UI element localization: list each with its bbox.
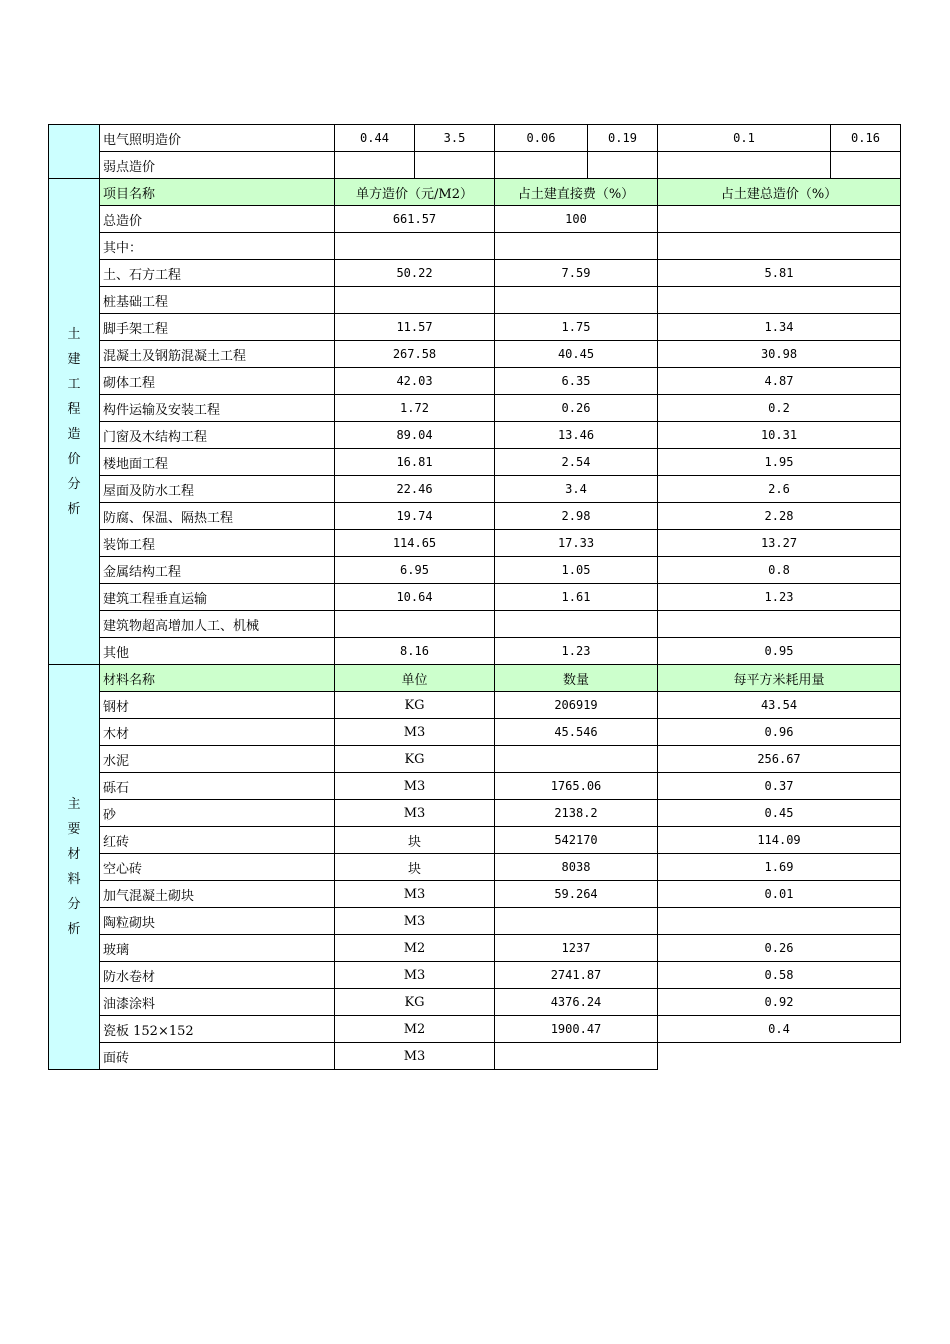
value-cell: 1765.06 — [495, 773, 658, 800]
value-cell: 2.28 — [658, 503, 901, 530]
row-label: 砂 — [100, 800, 335, 827]
value-cell: 1237 — [495, 935, 658, 962]
value-cell — [658, 152, 831, 179]
value-cell: 11.57 — [335, 314, 495, 341]
table-row — [49, 962, 901, 989]
value-cell: 块 — [335, 827, 495, 854]
row-label: 陶粒砌块 — [100, 908, 335, 935]
cost-analysis-table — [48, 124, 901, 1070]
value-cell: 3.4 — [495, 476, 658, 503]
value-cell — [831, 152, 901, 179]
value-cell: 8038 — [495, 854, 658, 881]
column-header: 单方造价（元/M2） — [335, 179, 495, 206]
value-cell: 0.45 — [658, 800, 901, 827]
row-label: 面砖 — [100, 1043, 335, 1070]
value-cell: 45.546 — [495, 719, 658, 746]
value-cell: 0.1 — [658, 125, 831, 152]
value-cell: 1.34 — [658, 314, 901, 341]
table-row — [49, 341, 901, 368]
table-row — [49, 557, 901, 584]
row-label: 建筑物超高增加人工、机械 — [100, 611, 335, 638]
row-label: 总造价 — [100, 206, 335, 233]
value-cell: M3 — [335, 962, 495, 989]
value-cell: 0.06 — [495, 125, 588, 152]
section-side-label — [49, 665, 100, 1070]
value-cell — [658, 908, 901, 935]
value-cell: 6.35 — [495, 368, 658, 395]
value-cell: M3 — [335, 719, 495, 746]
row-label: 金属结构工程 — [100, 557, 335, 584]
value-cell: 1.23 — [495, 638, 658, 665]
table-row — [49, 638, 901, 665]
value-cell: 89.04 — [335, 422, 495, 449]
value-cell — [658, 611, 901, 638]
value-cell: 206919 — [495, 692, 658, 719]
value-cell: KG — [335, 989, 495, 1016]
table-row — [49, 503, 901, 530]
value-cell: 22.46 — [335, 476, 495, 503]
value-cell: 0.44 — [335, 125, 415, 152]
side-label-text: 主要材料分析 — [67, 797, 81, 937]
table-row — [49, 233, 901, 260]
table-row — [49, 1043, 901, 1070]
table-row — [49, 692, 901, 719]
value-cell — [495, 152, 588, 179]
value-cell: 17.33 — [495, 530, 658, 557]
value-cell: 0.16 — [831, 125, 901, 152]
value-cell — [658, 233, 901, 260]
row-label: 水泥 — [100, 746, 335, 773]
value-cell: M3 — [335, 908, 495, 935]
value-cell — [415, 152, 495, 179]
value-cell: 0.26 — [658, 935, 901, 962]
row-label: 加气混凝土砌块 — [100, 881, 335, 908]
column-header: 占土建直接费（%） — [495, 179, 658, 206]
section-side-label — [49, 179, 100, 665]
value-cell: M3 — [335, 773, 495, 800]
value-cell: 256.67 — [658, 746, 901, 773]
row-label: 油漆涂料 — [100, 989, 335, 1016]
value-cell: M2 — [335, 1016, 495, 1043]
value-cell: 13.27 — [658, 530, 901, 557]
value-cell: 661.57 — [335, 206, 495, 233]
table-row — [49, 854, 901, 881]
table-row — [49, 530, 901, 557]
table-row — [49, 260, 901, 287]
value-cell: 40.45 — [495, 341, 658, 368]
value-cell — [335, 611, 495, 638]
value-cell: 114.09 — [658, 827, 901, 854]
value-cell — [335, 233, 495, 260]
table-row — [49, 449, 901, 476]
value-cell: 1.61 — [495, 584, 658, 611]
value-cell: 2.6 — [658, 476, 901, 503]
value-cell: 16.81 — [335, 449, 495, 476]
value-cell: KG — [335, 692, 495, 719]
table-row — [49, 800, 901, 827]
value-cell: 5.81 — [658, 260, 901, 287]
value-cell: 0.58 — [658, 962, 901, 989]
value-cell: 2.54 — [495, 449, 658, 476]
value-cell: 3.5 — [415, 125, 495, 152]
header-row — [49, 665, 901, 692]
table-body — [49, 125, 901, 1070]
value-cell: 13.46 — [495, 422, 658, 449]
value-cell: 0.95 — [658, 638, 901, 665]
row-label: 瓷板 152×152 — [100, 1016, 335, 1043]
row-label: 土、石方工程 — [100, 260, 335, 287]
value-cell: M3 — [335, 881, 495, 908]
value-cell: 0.92 — [658, 989, 901, 1016]
row-label: 空心砖 — [100, 854, 335, 881]
value-cell: 100 — [495, 206, 658, 233]
table-row — [49, 287, 901, 314]
column-header: 每平方米耗用量 — [658, 665, 901, 692]
value-cell: 块 — [335, 854, 495, 881]
value-cell: 0.19 — [588, 125, 658, 152]
value-cell: 2138.2 — [495, 800, 658, 827]
table-row — [49, 881, 901, 908]
value-cell: 6.95 — [335, 557, 495, 584]
value-cell: 1900.47 — [495, 1016, 658, 1043]
value-cell: 19.74 — [335, 503, 495, 530]
column-header: 占土建总造价（%） — [658, 179, 901, 206]
row-label: 其他 — [100, 638, 335, 665]
value-cell: 30.98 — [658, 341, 901, 368]
value-cell: 42.03 — [335, 368, 495, 395]
table-row — [49, 368, 901, 395]
table-row — [49, 584, 901, 611]
row-label: 钢材 — [100, 692, 335, 719]
value-cell: KG — [335, 746, 495, 773]
row-label: 屋面及防水工程 — [100, 476, 335, 503]
value-cell — [495, 1043, 658, 1070]
value-cell — [495, 908, 658, 935]
table-row — [49, 611, 901, 638]
table-row — [49, 395, 901, 422]
value-cell: 8.16 — [335, 638, 495, 665]
row-label: 防腐、保温、隔热工程 — [100, 503, 335, 530]
row-label: 砾石 — [100, 773, 335, 800]
value-cell: 0.2 — [658, 395, 901, 422]
table-row — [49, 152, 901, 179]
column-header: 单位 — [335, 665, 495, 692]
value-cell — [335, 152, 415, 179]
value-cell: 1.69 — [658, 854, 901, 881]
value-cell — [658, 206, 901, 233]
value-cell: 0.96 — [658, 719, 901, 746]
row-label: 其中： — [100, 233, 335, 260]
value-cell — [658, 287, 901, 314]
header-row — [49, 179, 901, 206]
row-label: 桩基础工程 — [100, 287, 335, 314]
value-cell — [335, 287, 495, 314]
column-header: 数量 — [495, 665, 658, 692]
column-header: 材料名称 — [100, 665, 335, 692]
value-cell: 1.05 — [495, 557, 658, 584]
value-cell: M3 — [335, 1043, 495, 1070]
value-cell — [495, 746, 658, 773]
value-cell: 0.37 — [658, 773, 901, 800]
table-row — [49, 989, 901, 1016]
row-label: 木材 — [100, 719, 335, 746]
row-label: 弱点造价 — [100, 152, 335, 179]
value-cell — [495, 233, 658, 260]
value-cell: 7.59 — [495, 260, 658, 287]
table-row — [49, 935, 901, 962]
section-side-label — [49, 125, 100, 179]
value-cell: 43.54 — [658, 692, 901, 719]
value-cell: 2.98 — [495, 503, 658, 530]
value-cell — [658, 1043, 901, 1070]
value-cell: 1.75 — [495, 314, 658, 341]
table-row — [49, 314, 901, 341]
value-cell: 267.58 — [335, 341, 495, 368]
row-label: 混凝土及钢筋混凝土工程 — [100, 341, 335, 368]
value-cell: 4376.24 — [495, 989, 658, 1016]
value-cell: 10.31 — [658, 422, 901, 449]
row-label: 脚手架工程 — [100, 314, 335, 341]
row-label: 门窗及木结构工程 — [100, 422, 335, 449]
value-cell: 10.64 — [335, 584, 495, 611]
row-label: 楼地面工程 — [100, 449, 335, 476]
value-cell: 0.26 — [495, 395, 658, 422]
table-row — [49, 125, 901, 152]
row-label: 红砖 — [100, 827, 335, 854]
value-cell: 4.87 — [658, 368, 901, 395]
value-cell: 1.72 — [335, 395, 495, 422]
column-header: 项目名称 — [100, 179, 335, 206]
value-cell: 59.264 — [495, 881, 658, 908]
value-cell: 114.65 — [335, 530, 495, 557]
table-row — [49, 476, 901, 503]
table-row — [49, 827, 901, 854]
value-cell: 0.4 — [658, 1016, 901, 1043]
table-row — [49, 719, 901, 746]
table-row — [49, 422, 901, 449]
table-row — [49, 773, 901, 800]
row-label: 玻璃 — [100, 935, 335, 962]
value-cell — [588, 152, 658, 179]
row-label: 构件运输及安装工程 — [100, 395, 335, 422]
row-label: 建筑工程垂直运输 — [100, 584, 335, 611]
value-cell: 0.01 — [658, 881, 901, 908]
value-cell: 1.95 — [658, 449, 901, 476]
row-label: 装饰工程 — [100, 530, 335, 557]
side-label-text: 土建工程造价分析 — [67, 326, 81, 517]
row-label: 防水卷材 — [100, 962, 335, 989]
table-row — [49, 746, 901, 773]
value-cell: 1.23 — [658, 584, 901, 611]
value-cell — [495, 611, 658, 638]
row-label: 电气照明造价 — [100, 125, 335, 152]
table-row — [49, 1016, 901, 1043]
table-row — [49, 908, 901, 935]
value-cell: M2 — [335, 935, 495, 962]
row-label: 砌体工程 — [100, 368, 335, 395]
value-cell: M3 — [335, 800, 495, 827]
table-row — [49, 206, 901, 233]
value-cell — [495, 287, 658, 314]
value-cell: 542170 — [495, 827, 658, 854]
value-cell: 0.8 — [658, 557, 901, 584]
value-cell: 2741.87 — [495, 962, 658, 989]
value-cell: 50.22 — [335, 260, 495, 287]
